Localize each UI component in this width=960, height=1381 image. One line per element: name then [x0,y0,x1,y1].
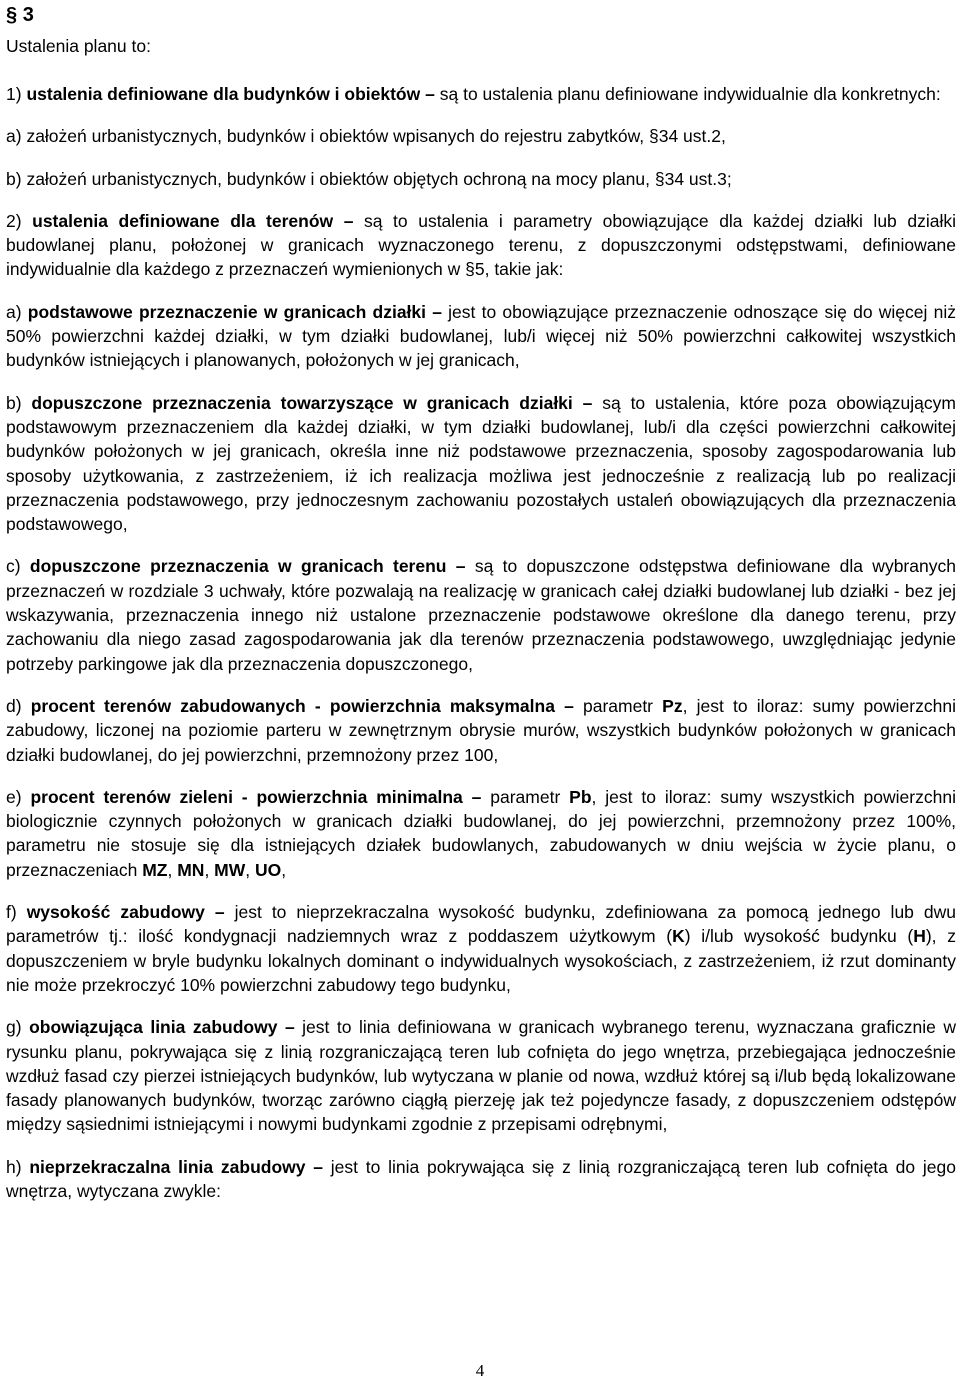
document-page [6,0,956,1203]
item-2-term: ustalenia definiowane dla terenów [32,210,334,231]
item-2b-term: dopuszczone przeznaczenia towarzyszące w granicach działki [31,392,573,413]
item-2f: f) wysokość zabudowy – jest to nieprzekraczalna wysokość budynku, zdefiniowana za pomocą jednego lub dwu parametrów tj.: ilość kondygnacji nadziemnych wraz z poddaszem użytkowym (K) i/lub wysokość budynku (H), z dopuszczeniem w bryle budynku lokalnych dominant o indywidualnych wysokościach, z zastrzeżeniem, iż rzut dominanty nie może przekroczyć 10% powierzchni zabudowy tego budynku, [6,902,956,995]
item-2d: d) procent terenów zabudowanych - powierzchnia maksymalna – parametr Pz, jest to iloraz: sumy powierzchni zabudowy, liczonej na poziomie parteru w zewnętrznym obrysie murów, wszystkich budynków położonych w granicach działki budowlanej, do jej powierzchni, przemnożony przez 100, [6,695,956,765]
item-2g-term: obowiązująca linia zabudowy [29,1017,278,1038]
page-number: 4 [475,1361,485,1380]
item-1-term: ustalenia definiowane dla budynków i obiektów [26,84,421,104]
item-1a: a) założeń urbanistycznych, budynków i obiektów wpisanych do rejestru zabytków, §34 ust.2, [6,126,726,147]
item-1: 1) ustalenia definiowane dla budynków i obiektów – są to ustalenia planu definiowane indywidualnie dla konkretnych: [6,84,941,104]
item-2e: e) procent terenów zieleni - powierzchnia minimalna – parametr Pb, jest to iloraz: sumy wszystkich powierzchni biologicznie czynnych położonych w granicach działki budowlanej, do jej powierzchni, przemnożony przez 100%, parametru nie stosuje się dla istniejących działek budowlanych, zabudowanych w dniu wejścia w życie planu, o przeznaczeniach MZ, MN, MW, UO, [6,786,956,880]
section-number: 3 [22,4,34,26]
item-2g: g) obowiązująca linia zabudowy – jest to linia definiowana w granicach wybranego terenu, wyznaczana graficznie w rysunku planu, pokrywająca się z linią rozgraniczającą teren lub cofnięta do jego wnętrza, przebiegająca jednocześnie wzdłuż fasad czy pierzei istniejących budynków, lub wytyczana w planie od nowa, wzdłuż której są i/lub będą lokalizowane fasady planowanych budynków, tworząc zarówno ciągłą pierzeję jak też pojedyncze fasady, z dopuszczeniem odstępów między sąsiednimi istniejącymi i nowymi budynkami zgodnie z przepisami odrębnymi, [6,1017,956,1135]
item-2a-term: podstawowe przeznaczenie w granicach działki [27,301,427,322]
item-2c: c) dopuszczone przeznaczenia w granicach terenu – są to dopuszczone odstępstwa definiowane dla wybranych przeznaczeń w rozdziale 3 uchwały, które pozwalają na realizację w granicach całej działki budowlanej lub działki - bez jej wskazywania, przeznaczenia innego niż ustalone przeznaczenie podstawowe określone dla danego terenu, przy zachowaniu dla niego zasad zagospodarowania jak dla terenów przeznaczenia podstawowego, uwzględniając jedynie potrzeby parkingowe jak dla przeznaczenia dopuszczonego, [6,556,956,674]
intro-line: Ustalenia planu to: [6,36,151,56]
item-1b: b) założeń urbanistycznych, budynków i obiektów objętych ochroną na mocy planu, §34 ust.3; [6,168,732,189]
param-pz: Pz [662,695,683,716]
item-2e-term: procent terenów zieleni - powierzchnia minimalna [30,786,463,807]
item-2f-term: wysokość zabudowy [26,902,205,923]
item-2d-term: procent terenów zabudowanych - powierzchnia maksymalna [30,695,555,716]
item-2h: h) nieprzekraczalna linia zabudowy – jest to linia pokrywająca się z linią rozgraniczającą teren lub cofnięta do jego wnętrza, wytyczana zwykle: [6,1156,956,1201]
section-symbol: § [6,4,18,26]
item-2b: b) dopuszczone przeznaczenia towarzyszące w granicach działki – są to ustalenia, które poza obowiązującym podstawowym przeznaczeniem dla każdej działki, w tym działki budowlanej, lub/i dla części powierzchni całkowitej budynków położonych w jej granicach, określa inne niż podstawowe przeznaczenia, sposoby zagospodarowania lub sposoby użytkowania, z zastrzeżeniem, iż ich realizacja możliwa jest jednocześnie z realizacją lub po realizacji przeznaczenia podstawowego, przy jednoczesnym zachowaniu pozostałych ustaleń obowiązujących dla przeznaczenia podstawowego, [6,392,956,535]
item-2a: a) podstawowe przeznaczenie w granicach działki – jest to obowiązujące przeznaczenie odnoszące się do więcej niż 50% powierzchni każdej działki, w tym działki budowlanej, lub/i więcej niż 50% powierzchni całkowitej wszystkich budynków istniejących i planowanych, położonych w jej granicach, [6,301,956,371]
item-2h-term: nieprzekraczalna linia zabudowy [29,1156,306,1177]
section-heading [6,2,956,28]
item-2c-term: dopuszczone przeznaczenia w granicach terenu [29,556,447,577]
param-pb: Pb [569,786,592,807]
item-2: 2) ustalenia definiowane dla terenów – są to ustalenia i parametry obowiązujące dla każdej działki lub działki budowlanej planu, położonej w granicach wyznaczonego terenu, z dopuszczonymi odstępstwami, definiowane indywidualnie dla każdego z przeznaczeń wymienionych w §5, takie jak: [6,210,956,280]
